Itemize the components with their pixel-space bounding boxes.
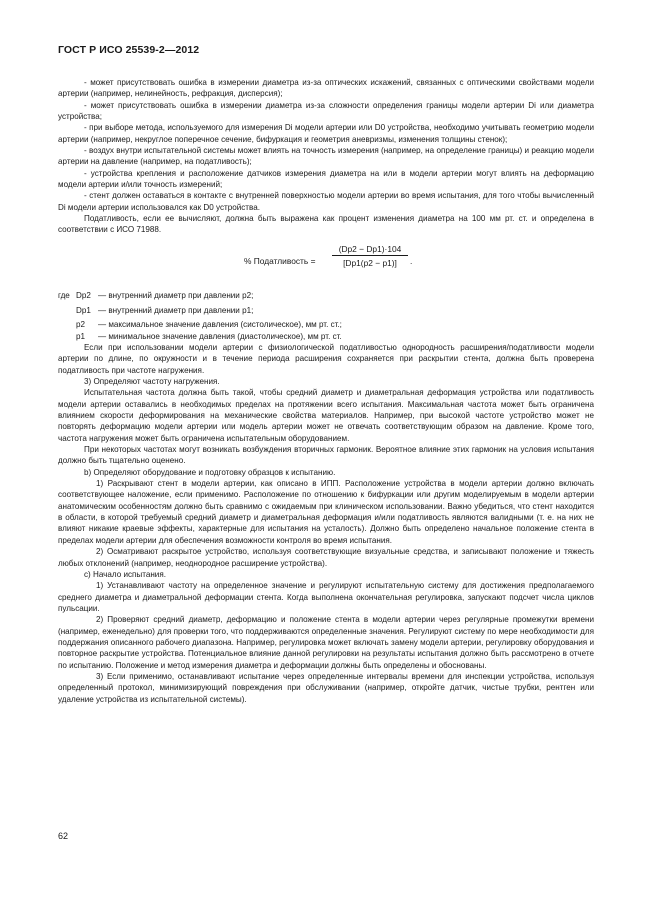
definition-prefix: где bbox=[58, 290, 70, 300]
page-number: 62 bbox=[58, 831, 69, 841]
section-heading: b) Определяют оборудование и подготовку образцов к испытанию. bbox=[84, 467, 336, 477]
step-paragraph: 2) Осматривают раскрытое устройство, используя соответствующие визуальные средства, и записывают положение и тяжесть любых отклонений (например, неоднородное расширение устройства). bbox=[58, 547, 594, 568]
body-paragraph: При некоторых частотах могут возникать возбуждения вторичных гармоник. Вероятное влияние этих гармоник на условия испытания должно быть тщательно оценено. bbox=[58, 445, 594, 466]
step-paragraph: 3) Если применимо, останавливают испытание через определенные интервалы времени для инспекции устройства, используя определенный протокол, минимизирующий повреждения при обслуживании (например, откройте датчик, чистые трубки, рентген или удаление устройства из испытательной системы). bbox=[58, 671, 594, 704]
definition-row bbox=[58, 331, 594, 342]
definition-symbol: Dp2 bbox=[76, 290, 91, 300]
formula-numerator: (Dp2 − Dp1)·104 bbox=[332, 244, 408, 256]
step-paragraph: 1) Раскрывают стент в модели артерии, как описано в ИПП. Расположение устройства в модели артерии должно включать соответствующее наложение, если применимо. Расположение по отношению к бифуркации или другим моделируемым в модели артерии анатомическим особенностям должно быть сравнимо с ожидаемым при клиническом использовании. Важно убедиться, что стент находится в области, в которой требуемый средний диаметр и диаметральная деформация и/или податливость являются валидными (т. е. на них не влияют никакие краевые эффекты, характерные для испытания на усталость). Должно быть определено начальное положение стента в пределах модели артерии для обеспечения возможности контроля во время испытания. bbox=[58, 479, 594, 545]
definition-symbol: p1 bbox=[76, 331, 86, 341]
formula-fraction bbox=[332, 244, 408, 268]
list-item: - устройства крепления и расположение датчиков измерения диаметра на или в модели артерии могут влиять на деформацию модели артерии и/или точность измерений; bbox=[58, 168, 594, 190]
definition-text: — минимальное значение давления (диастолическое), мм рт. ст. bbox=[98, 331, 342, 341]
list-item: - при выборе метода, используемого для измерения Di модели артерии или D0 устройства, необходимо учитывать геометрию модели артерии (например, некруглое поперечное сечение, бифуркация и геометрия аневризмы, изменения толщины стенок); bbox=[58, 123, 594, 144]
body-paragraph: Испытательная частота должна быть такой, чтобы средний диаметр и диаметральная деформация устройства или податливость модели артерии оставались в необходимых пределах на протяжении всего испытания. Максимальная частота может быть ограничена влиянием скорости деформирования на механические свойства материалов. Например, при высокой частоте устройство может не повторять деформацию модели артерии или модель артерии может не отвечать соответствующим образом на давление. Кроме того, частота нагружения может быть ограничена испытательным оборудованием. bbox=[58, 388, 594, 443]
compliance-paragraph: Податливость, если ее вычисляют, должна быть выражена как процент изменения диаметра на 100 мм рт. ст. и определена в соответствии с ИСО 71988. bbox=[58, 214, 594, 235]
list-item: - стент должен оставаться в контакте с внутренней поверхностью модели артерии во время испытания, для того чтобы вычисленный Di модели артерии использовался как D0 устройства. bbox=[58, 191, 594, 212]
formula-definitions bbox=[58, 290, 594, 342]
formula-denominator: [Dp1(p2 − p1)] bbox=[343, 257, 397, 268]
formula-lhs: % Податливость = bbox=[244, 255, 316, 266]
definition-row bbox=[58, 290, 594, 301]
section-heading: c) Начало испытания. bbox=[84, 569, 166, 579]
definition-symbol: p2 bbox=[76, 320, 86, 330]
list-item: - воздух внутри испытательной системы может влиять на точность измерения (например, на определение границы) и реакцию модели артерии на давление (например, на податливость); bbox=[58, 146, 594, 167]
body-paragraph: Если при использовании модели артерии с физиологической податливостью однородность расширения/податливости модели артерии по длине, по окружности и в течение периода расширения сохраняется при раскрытии стента, должна быть проверена податливость при частоте нагружения. bbox=[58, 342, 594, 375]
step-heading: 3) Определяют частоту нагружения. bbox=[84, 377, 220, 387]
document-header: ГОСТ Р ИСО 25539-2—2012 bbox=[58, 44, 200, 56]
formula-end: . bbox=[410, 255, 413, 266]
step-paragraph: 2) Проверяют средний диаметр, деформацию и положение стента в модели артерии через регулярные промежутки времени (например, еженедельно) для проверки того, что поддерживаются определенные значения. Регулируют систему по мере необходимости для поддержания описанного рабочего диапазона. Например, регулировка может включать замену модели артерии, регулировку оборудования и повторное раскрытие устройства. Потенциальное влияние данной регулировки на результаты испытания должно быть рассмотрено в отчете по испытанию. Положение и метод измерения диаметра и деформации должны быть определены и обоснованы. bbox=[58, 615, 594, 670]
compliance-formula bbox=[58, 244, 594, 284]
definition-text: — максимальное значение давления (систолическое), мм рт. ст.; bbox=[98, 320, 342, 330]
definition-text: — внутренний диаметр при давлении p2; bbox=[98, 290, 254, 300]
definition-text: — внутренний диаметр при давлении p1; bbox=[98, 306, 254, 316]
step-paragraph: 1) Устанавливают частоту на определенное значение и регулируют испытательную систему для достижения предполагаемого среднего диаметра и диаметральной деформации стента. Когда выполнена окончательная регулировка, запускают подсчет числа циклов пульсации. bbox=[58, 581, 594, 613]
document-page bbox=[58, 44, 594, 705]
definition-symbol: Dp1 bbox=[76, 306, 91, 316]
list-item: - может присутствовать ошибка в измерении диаметра из-за сложности определения границы модели артерии Di или диаметра устройства; bbox=[58, 100, 594, 122]
definition-row bbox=[58, 305, 594, 319]
definition-row bbox=[58, 319, 594, 330]
list-item: - может присутствовать ошибка в измерении диаметра из-за оптических искажений, связанных с оптическими свойствами модели артерии (например, нелинейность, рефракция, дисперсия); bbox=[58, 78, 594, 99]
